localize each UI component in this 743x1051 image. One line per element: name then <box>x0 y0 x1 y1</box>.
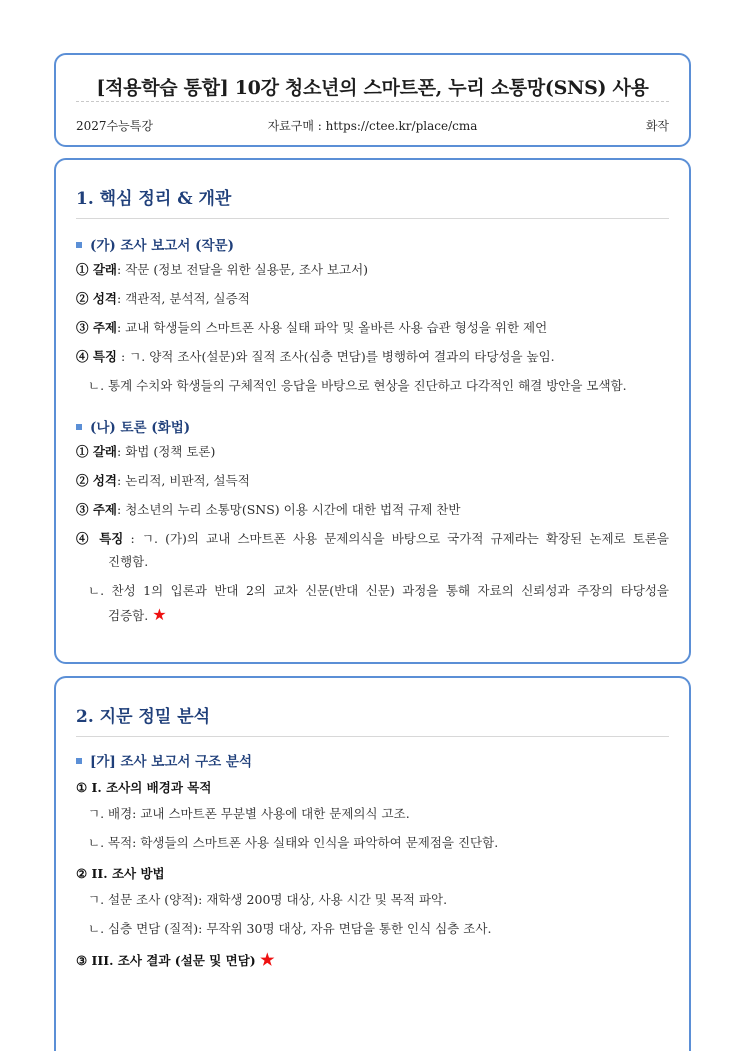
star-icon: ★ <box>152 605 167 624</box>
square-bullet-icon <box>76 424 82 430</box>
part-i-item-2: ㄴ. 목적: 학생들의 스마트폰 사용 실태와 인식을 파악하여 문제점을 진단함. <box>88 835 499 850</box>
ga-feature-text-1: : ㄱ. 양적 조사(설문)와 질적 조사(심층 면담)를 병행하여 결과의 타당성을 높임. <box>117 349 555 364</box>
na-genre-text: : 화법 (정책 토론) <box>117 444 216 459</box>
subsection-report-label: [가] 조사 보고서 구조 분석 <box>90 754 252 770</box>
subsection-report-structure <box>76 750 252 770</box>
na-nature-label: ② 성격 <box>76 473 118 488</box>
ga-nature-label: ② 성격 <box>76 291 118 306</box>
ga-nature-line <box>76 289 669 309</box>
na-feature-text-2b: 검증함. <box>108 608 149 623</box>
na-feature-line-2a: ㄴ. 찬성 1의 입론과 반대 2의 교차 신문(반대 신문) 과정을 통해 자료의 신뢰성과 주장의 타당성을 <box>88 583 669 598</box>
header-purchase-link[interactable]: 자료구매 : https://ctee.kr/place/cma <box>267 119 478 133</box>
na-theme-label: ③ 주제 <box>76 502 118 517</box>
na-genre-label: ① 갈래 <box>76 444 118 459</box>
na-feature-label: ④ 특징 <box>76 531 124 546</box>
na-theme-text: : 청소년의 누리 소통망(SNS) 이용 시간에 대한 법적 규제 찬반 <box>117 502 461 517</box>
part-iii-heading <box>76 950 274 969</box>
ga-theme-line <box>76 318 669 338</box>
ga-genre-label: ① 갈래 <box>76 262 118 277</box>
na-theme-line <box>76 500 669 520</box>
part-ii-item-1: ㄱ. 설문 조사 (양적): 재학생 200명 대상, 사용 시간 및 목적 파악. <box>88 892 448 907</box>
square-bullet-icon <box>76 242 82 248</box>
subsection-ga-label: (가) 조사 보고서 (작문) <box>90 238 234 254</box>
document-title: [적용학습 통합] 10강 청소년의 스마트폰, 누리 소통망(SNS) 사용 <box>96 77 649 99</box>
part-i-heading: ① I. 조사의 배경과 목적 <box>76 780 212 795</box>
ga-feature-line-2: ㄴ. 통계 수치와 학생들의 구체적인 응답을 바탕으로 현상을 진단하고 다각적인 해결 방안을 모색함. <box>88 378 627 393</box>
ga-nature-text: : 객관적, 분석적, 실증적 <box>117 291 250 306</box>
na-feature-line-2b <box>108 605 669 626</box>
section-2-heading: 2. 지문 정밀 분석 <box>76 707 211 727</box>
ga-theme-text: : 교내 학생들의 스마트폰 사용 실태 파악 및 올바른 사용 습관 형성을 위한 제언 <box>117 320 548 335</box>
section-2-card <box>54 676 691 1051</box>
na-feature-text-1a: : ㄱ. (가)의 교내 스마트폰 사용 문제의식을 바탕으로 국가적 규제라는 확장된 논제로 토론을 <box>123 531 669 546</box>
na-nature-line <box>76 471 669 491</box>
na-feature-line-1b: 진행함. <box>108 554 149 569</box>
ga-genre-text: : 작문 (정보 전달을 위한 실용문, 조사 보고서) <box>117 262 369 277</box>
header-book-name: 2027수능특강 <box>76 119 153 133</box>
part-iii-label: ③ III. 조사 결과 (설문 및 면담) <box>76 953 256 968</box>
subsection-na-label: (나) 토론 (화법) <box>90 420 191 436</box>
na-feature-line-1 <box>76 529 669 549</box>
title-divider <box>76 101 669 102</box>
ga-theme-label: ③ 주제 <box>76 320 118 335</box>
section-2-divider <box>76 736 669 737</box>
part-ii-heading: ② II. 조사 방법 <box>76 866 165 881</box>
subsection-ga-title <box>76 234 234 254</box>
star-icon: ★ <box>260 950 275 969</box>
section-1-heading: 1. 핵심 정리 & 개관 <box>76 189 232 209</box>
part-i-item-1: ㄱ. 배경: 교내 스마트폰 무분별 사용에 대한 문제의식 고조. <box>88 806 410 821</box>
part-ii-item-2: ㄴ. 심층 면담 (질적): 무작위 30명 대상, 자유 면담을 통한 인식 심층 조사. <box>88 921 492 936</box>
header-subject: 화작 <box>645 119 669 133</box>
ga-genre-line <box>76 260 669 280</box>
square-bullet-icon <box>76 758 82 764</box>
subsection-na-title <box>76 416 190 436</box>
ga-feature-line-1 <box>76 347 669 367</box>
ga-feature-label: ④ 특징 <box>76 349 118 364</box>
na-genre-line <box>76 442 669 462</box>
na-nature-text: : 논리적, 비판적, 설득적 <box>117 473 250 488</box>
section-1-divider <box>76 218 669 219</box>
section-1-card <box>54 158 691 664</box>
header-card <box>54 53 691 147</box>
